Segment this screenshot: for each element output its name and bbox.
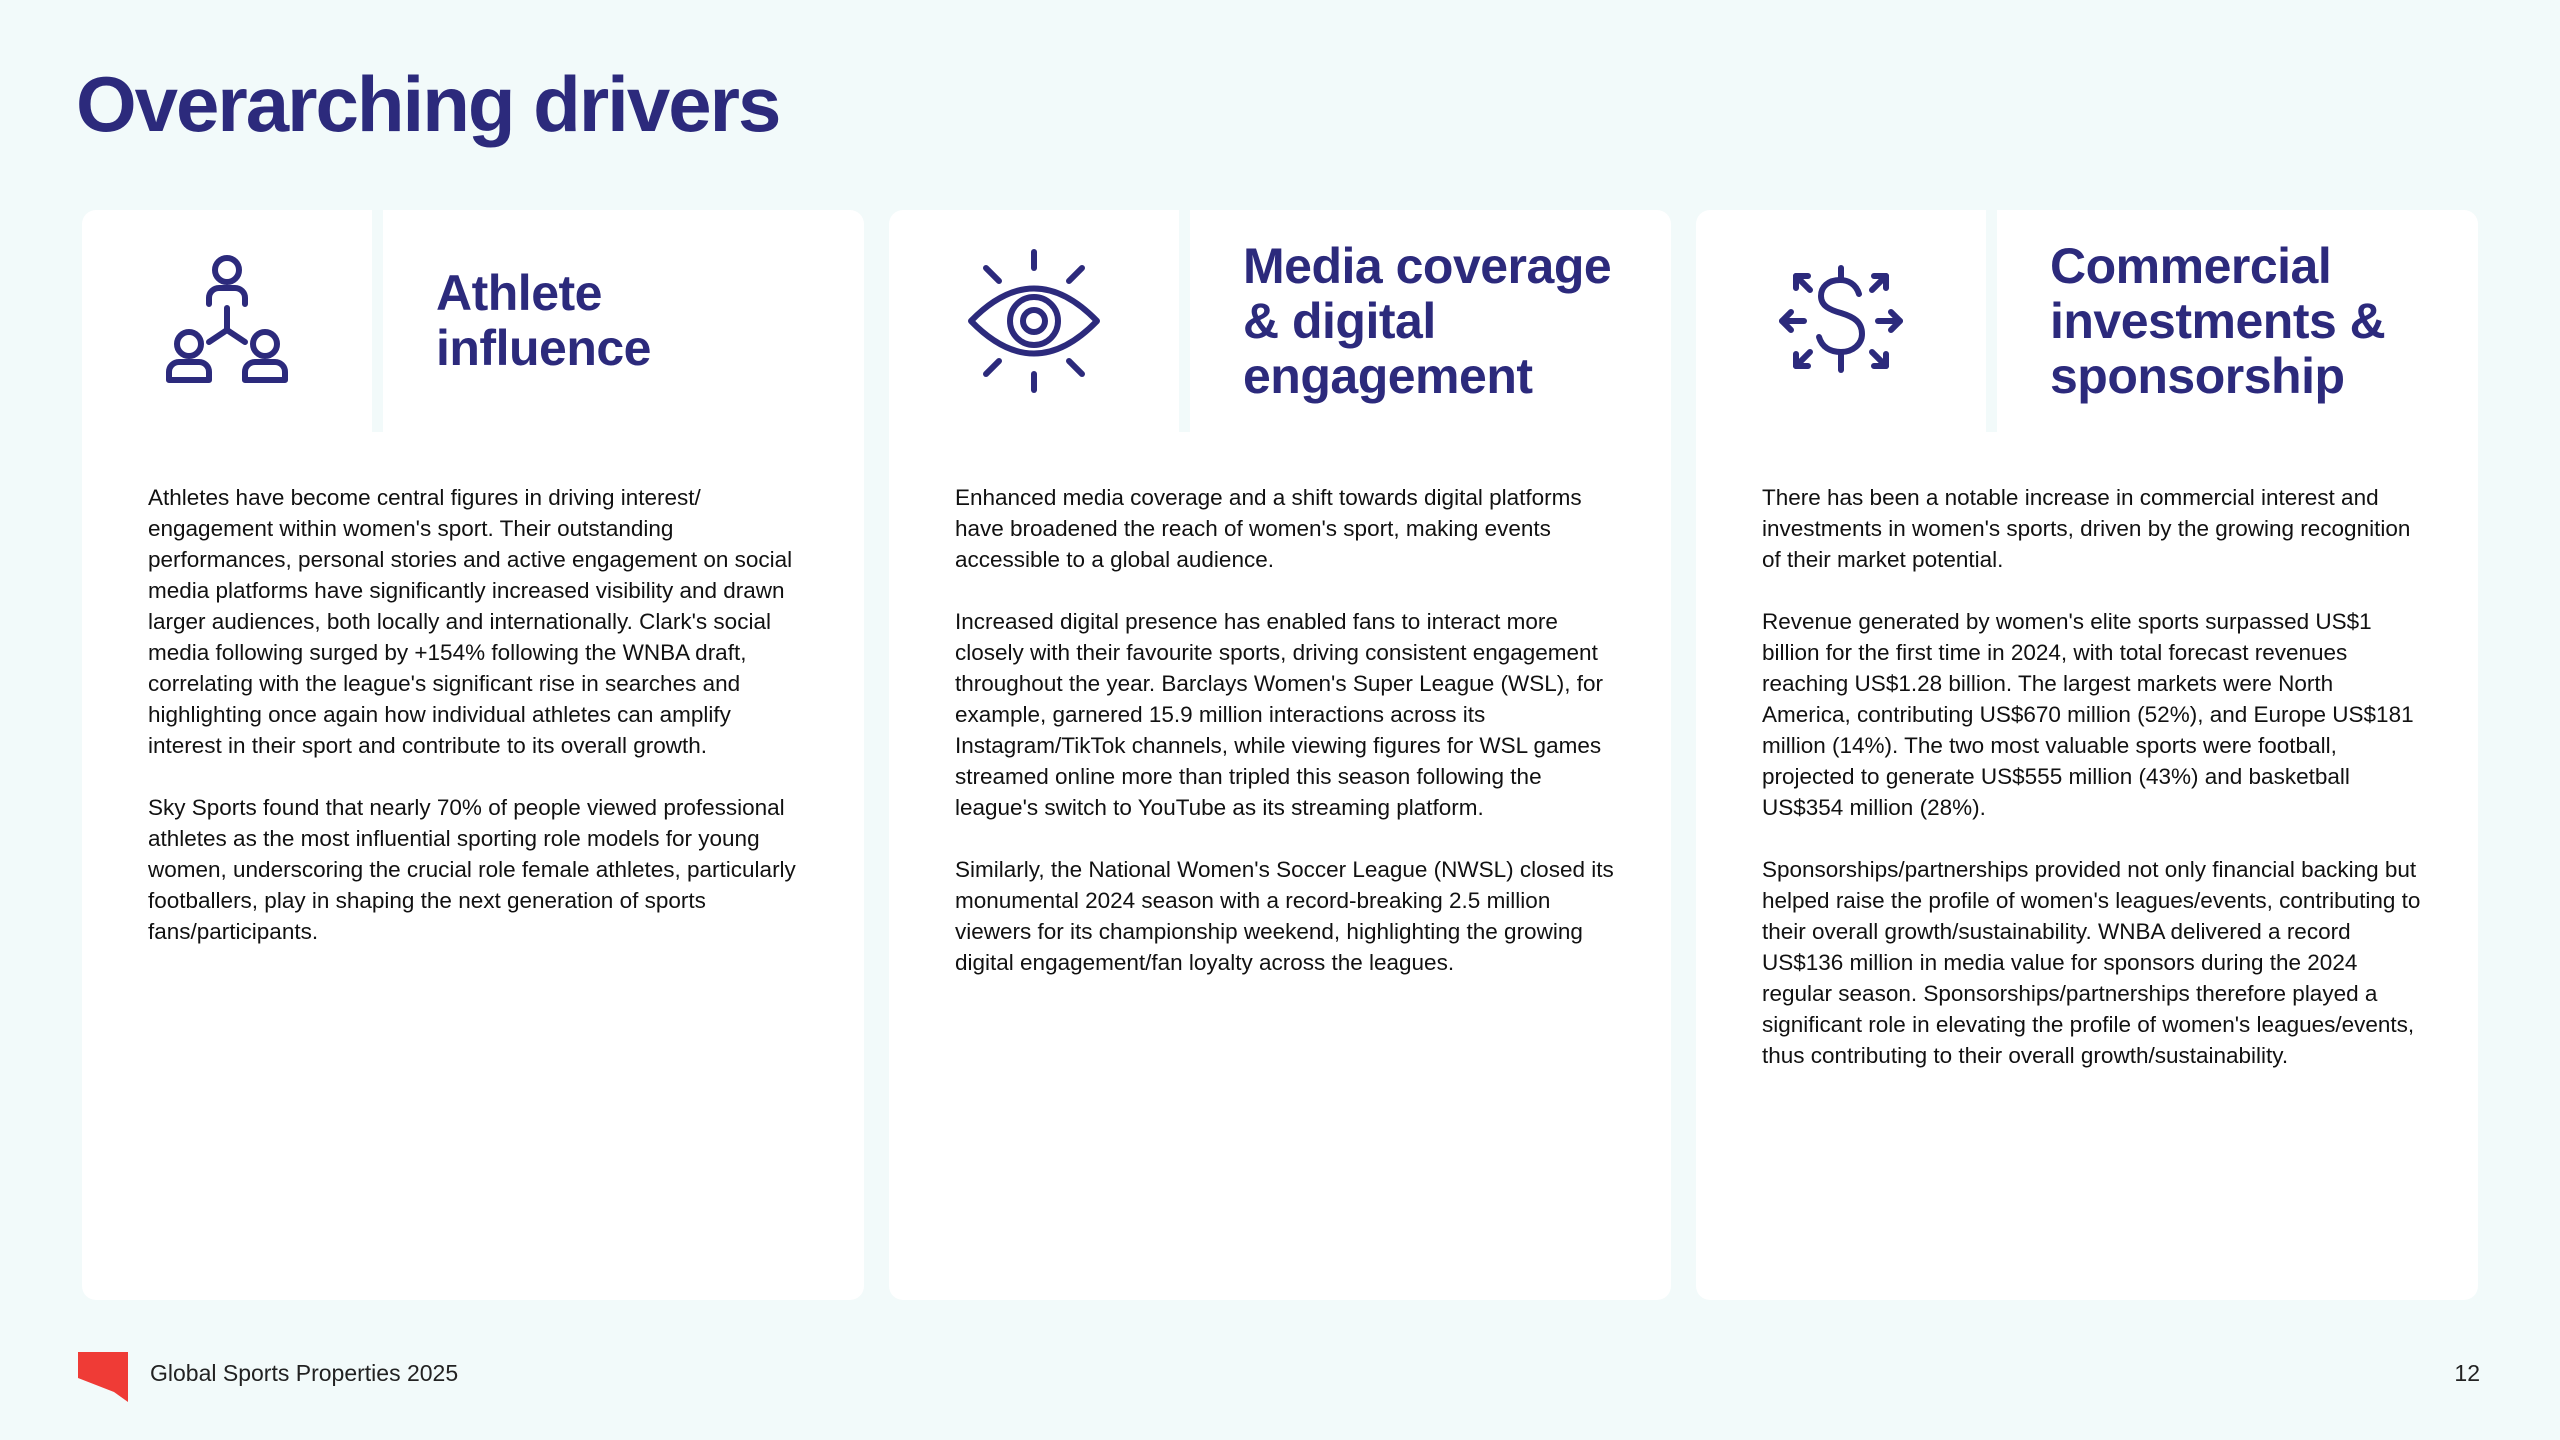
- driver-card-media-coverage: [889, 210, 1671, 1300]
- card-divider: [372, 210, 383, 432]
- card-heading: [436, 210, 836, 432]
- card-divider: [1179, 210, 1190, 432]
- card-icon-container: [82, 210, 372, 432]
- card-paragraph: Revenue generated by women's elite sports surpassed US$1 billion for the first time in 2024, with total forecast revenues reaching US$1.28 billion. The largest markets were North America, contributing US$670 million (52%), and Europe US$181 million (14%). The two most valuable sports were football, projected to generate US$555 million (43%) and basketball US$354 million (28%).: [1762, 609, 2414, 820]
- card-paragraph: Enhanced media coverage and a shift towards digital platforms have broadened the reach of women's sport, making events accessible to a global audience.: [955, 485, 1582, 572]
- card-body: [1762, 482, 2422, 1102]
- card-heading: [1243, 210, 1643, 432]
- footer-report-title: Global Sports Properties 2025: [150, 1360, 459, 1386]
- card-paragraph: There has been a notable increase in commercial interest and investments in women's sports, driven by the growing recognition of their market potential.: [1762, 485, 2411, 572]
- card-heading-text: Media coverage & digital engagement: [1243, 237, 1612, 404]
- card-body: [148, 482, 808, 978]
- people-network-icon: [152, 246, 302, 396]
- card-icon-container: [889, 210, 1179, 432]
- brand-flag-logo: [78, 1352, 128, 1402]
- card-paragraph: Athletes have become central figures in driving interest/ engagement within women's sport. Their outstanding performances, personal stories and active engagement on social media platforms have significantly increased visibility and drawn larger audiences, both locally and internationally. Clark's social media following surged by +154% following the WNBA draft, correlating with the league's significant rise in searches and highlighting once again how individual athletes can amplify interest in their sport and contribute to its overall growth.: [148, 485, 793, 758]
- card-paragraph: Similarly, the National Women's Soccer League (NWSL) closed its monumental 2024 season with a record-breaking 2.5 million viewers for its championship weekend, highlighting the growing digital engagement/fan loyalty across the leagues.: [955, 857, 1614, 975]
- card-heading: [2050, 210, 2450, 432]
- card-body: [955, 482, 1615, 1009]
- card-icon-container: [1696, 210, 1986, 432]
- page-title: Overarching drivers: [76, 60, 780, 148]
- eye-icon: [959, 246, 1109, 396]
- page-number: 12: [2454, 1360, 2480, 1386]
- card-paragraph: Sponsorships/partnerships provided not only financial backing but helped raise the profile of women's leagues/events, contributing to their overall growth/sustainability. WNBA delivered a record US$136 million in media value for sponsors during the 2024 regular season. Sponsorships/partnerships therefore played a significant role in elevating the profile of women's leagues/events, thus contributing to their overall growth/sustainability.: [1762, 857, 2421, 1068]
- card-heading-text: Athlete influence: [436, 265, 651, 376]
- driver-card-commercial-investments: [1696, 210, 2478, 1300]
- card-heading-text: Commercial investments & sponsorship: [2050, 237, 2386, 404]
- driver-card-athlete-influence: [82, 210, 864, 1300]
- card-paragraph: Increased digital presence has enabled fans to interact more closely with their favourite sports, driving consistent engagement throughout the year. Barclays Women's Super League (WSL), for example, garnered 15.9 million interactions across its Instagram/TikTok channels, while viewing figures for WSL games streamed online more than tripled this season following the league's switch to YouTube as its streaming platform.: [955, 609, 1603, 820]
- dollar-growth-icon: [1766, 246, 1916, 396]
- card-divider: [1986, 210, 1997, 432]
- card-paragraph: Sky Sports found that nearly 70% of people viewed professional athletes as the most influential sporting role models for young women, underscoring the crucial role female athletes, particularly footballers, play in shaping the next generation of sports fans/participants.: [148, 795, 796, 944]
